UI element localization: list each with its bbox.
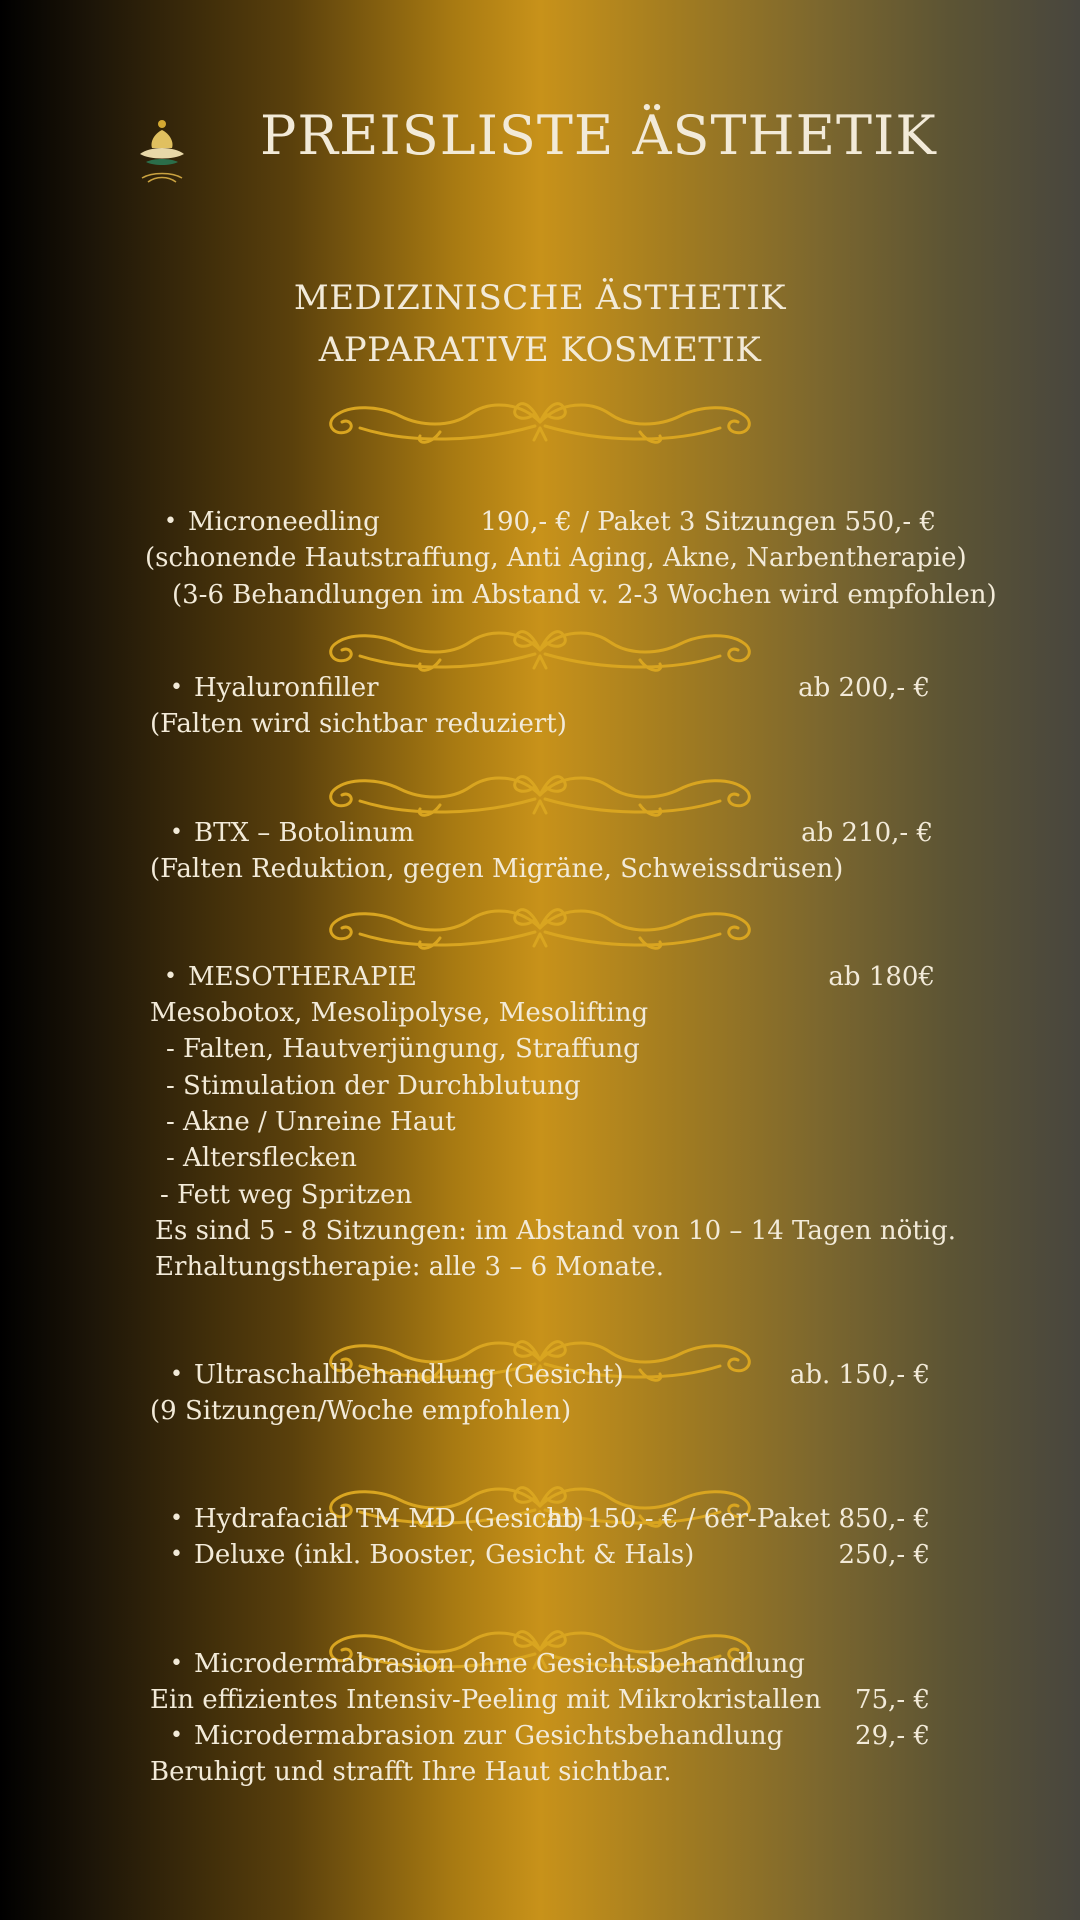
section-subtitle-apparative: APPARATIVE KOSMETIK: [318, 330, 762, 370]
item-meso-price: ab 180€: [828, 962, 935, 992]
item-microderm2-name: • Microdermabrasion zur Gesichtsbehandlung: [194, 1718, 783, 1754]
item-microderm2-desc: Beruhigt und strafft Ihre Haut sichtbar.: [150, 1757, 672, 1787]
page-title: PREISLISTE ÄSTHETIK: [260, 104, 937, 167]
item-microneedling-desc2: (3-6 Behandlungen im Abstand v. 2-3 Wochen wird empfohlen): [172, 580, 997, 610]
item-btx-name: • BTX – Botolinum: [194, 815, 414, 851]
item-ultraschall-name: • Ultraschallbehandlung (Gesicht): [194, 1357, 624, 1393]
ornament-divider-4: [320, 898, 760, 958]
item-hyaluron-price: ab 200,- €: [798, 673, 930, 703]
item-meso-line5: - Fett weg Spritzen: [160, 1180, 413, 1210]
section-subtitle-medical: MEDIZINISCHE ÄSTHETIK: [293, 278, 787, 318]
item-btx-price: ab 210,- €: [801, 818, 933, 848]
item-microderm1-name: • Microdermabrasion ohne Gesichtsbehandlung: [194, 1646, 805, 1682]
item-ultraschall-desc: (9 Sitzungen/Woche empfohlen): [150, 1396, 572, 1426]
item-hydrafacial-name: • Hydrafacial TM MD (Gesicht): [194, 1501, 584, 1537]
item-meso-note1: Es sind 5 - 8 Sitzungen: im Abstand von 10 – 14 Tagen nötig.: [155, 1216, 956, 1246]
item-microneedling-price: 190,- € / Paket 3 Sitzungen 550,- €: [480, 507, 936, 537]
item-meso-name: • MESOTHERAPIE: [188, 959, 417, 995]
item-microneedling-name: • Microneedling: [188, 504, 380, 540]
item-meso-sub: Mesobotox, Mesolipolyse, Mesolifting: [150, 998, 649, 1028]
item-meso-line4: - Altersflecken: [166, 1143, 357, 1173]
item-deluxe-price: 250,- €: [838, 1540, 930, 1570]
item-hyaluron-name: • Hyaluronfiller: [194, 670, 379, 706]
item-microderm1-price: 75,- €: [855, 1685, 930, 1715]
item-btx-desc: (Falten Reduktion, gegen Migräne, Schweissdrüsen): [150, 854, 844, 884]
item-microderm2-price: 29,- €: [855, 1721, 930, 1751]
item-hydrafacial-price: ab 150,- € / 6er-Paket 850,- €: [546, 1504, 930, 1534]
ornament-divider-2: [320, 620, 760, 680]
lotus-meditation-logo-icon: [132, 116, 192, 196]
item-meso-line2: - Stimulation der Durchblutung: [166, 1071, 581, 1101]
item-ultraschall-price: ab. 150,- €: [789, 1360, 930, 1390]
item-meso-line1: - Falten, Hautverjüngung, Straffung: [166, 1034, 640, 1064]
ornament-divider-1: [320, 392, 760, 452]
item-meso-note2: Erhaltungstherapie: alle 3 – 6 Monate.: [155, 1252, 665, 1282]
item-meso-line3: - Akne / Unreine Haut: [166, 1107, 456, 1137]
item-microderm1-desc: Ein effizientes Intensiv-Peeling mit Mikrokristallen: [150, 1685, 822, 1715]
item-deluxe-name: • Deluxe (inkl. Booster, Gesicht & Hals): [194, 1537, 694, 1573]
item-hyaluron-desc: (Falten wird sichtbar reduziert): [150, 709, 567, 739]
item-microneedling-desc1: (schonende Hautstraffung, Anti Aging, Akne, Narbentherapie): [145, 543, 967, 573]
